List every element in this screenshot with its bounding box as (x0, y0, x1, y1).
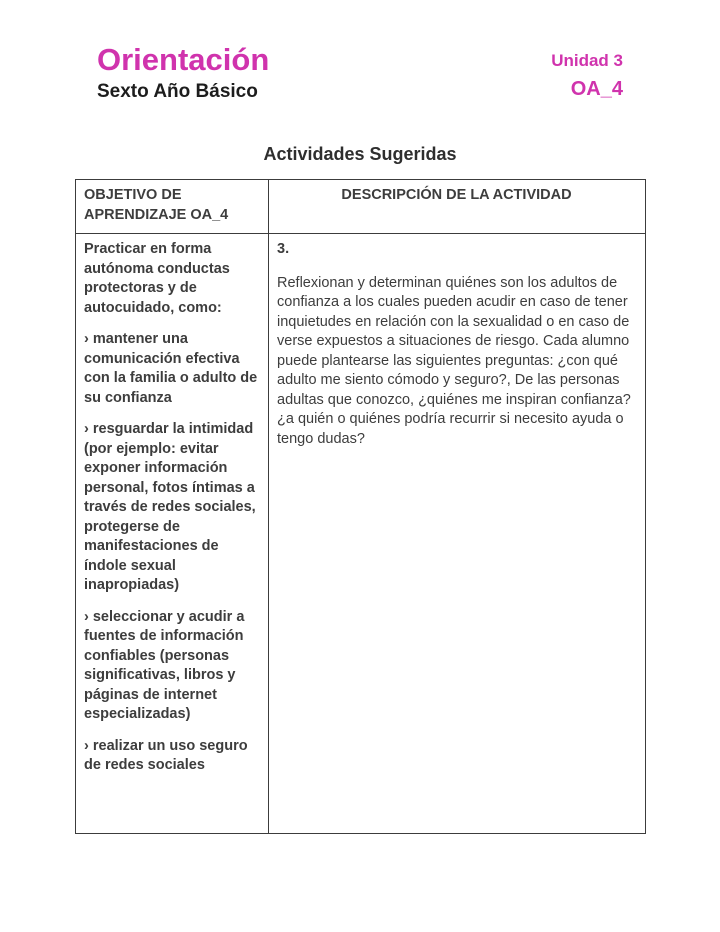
objective-cell (76, 234, 269, 834)
objective-intro: Practicar en forma autónoma conductas protectoras y de autocuidado, como: (84, 241, 230, 316)
document-header (0, 0, 720, 102)
column-header-objective: OBJETIVO DE APRENDIZAJE OA_4 (76, 180, 269, 234)
unit-label: Unidad 3 (551, 51, 623, 70)
activity-description: Reflexionan y determinan quiénes son los adultos de confianza a los cuales pueden acudir en caso de tener inquietudes en relación con la sexualidad o en caso de verse expuestos a situaciones de riesgo. Cada alumno puede plantearse las siguientes preguntas: ¿con qué adulto me siento cómodo y seguro?, De las personas adultas que conozco, ¿quiénes me inspiran confianza? ¿a quién o quiénes podría recurrir si necesito ayuda o tengo dudas? (277, 274, 631, 447)
column-header-description: DESCRIPCIÓN DE LA ACTIVIDAD (269, 180, 646, 234)
objective-item: › seleccionar y acudir a fuentes de información confiables (personas significativas, libros y páginas de internet especializadas) (84, 608, 245, 723)
oa-code-label: OA_4 (570, 77, 623, 100)
activity-cell (269, 234, 646, 834)
objective-item: › mantener una comunicación efectiva con la familia o adulto de su confianza (84, 331, 258, 406)
section-title: Actividades Sugeridas (263, 144, 457, 165)
table-row (76, 234, 646, 834)
objective-item: › resguardar la intimidad (por ejemplo: evitar exponer información personal, fotos íntimas a través de redes sociales, protegerse de manifestaciones de índole sexual inapropiadas) (84, 421, 256, 594)
grade-subtitle: Sexto Año Básico (97, 80, 258, 102)
table-header-row (76, 180, 646, 234)
activities-table (75, 179, 646, 834)
header-left (97, 42, 269, 102)
header-right (551, 42, 623, 101)
course-title: Orientación (97, 42, 270, 77)
activity-number: 3. (277, 241, 290, 258)
objective-item: › realizar un uso seguro de redes sociales (84, 737, 248, 774)
